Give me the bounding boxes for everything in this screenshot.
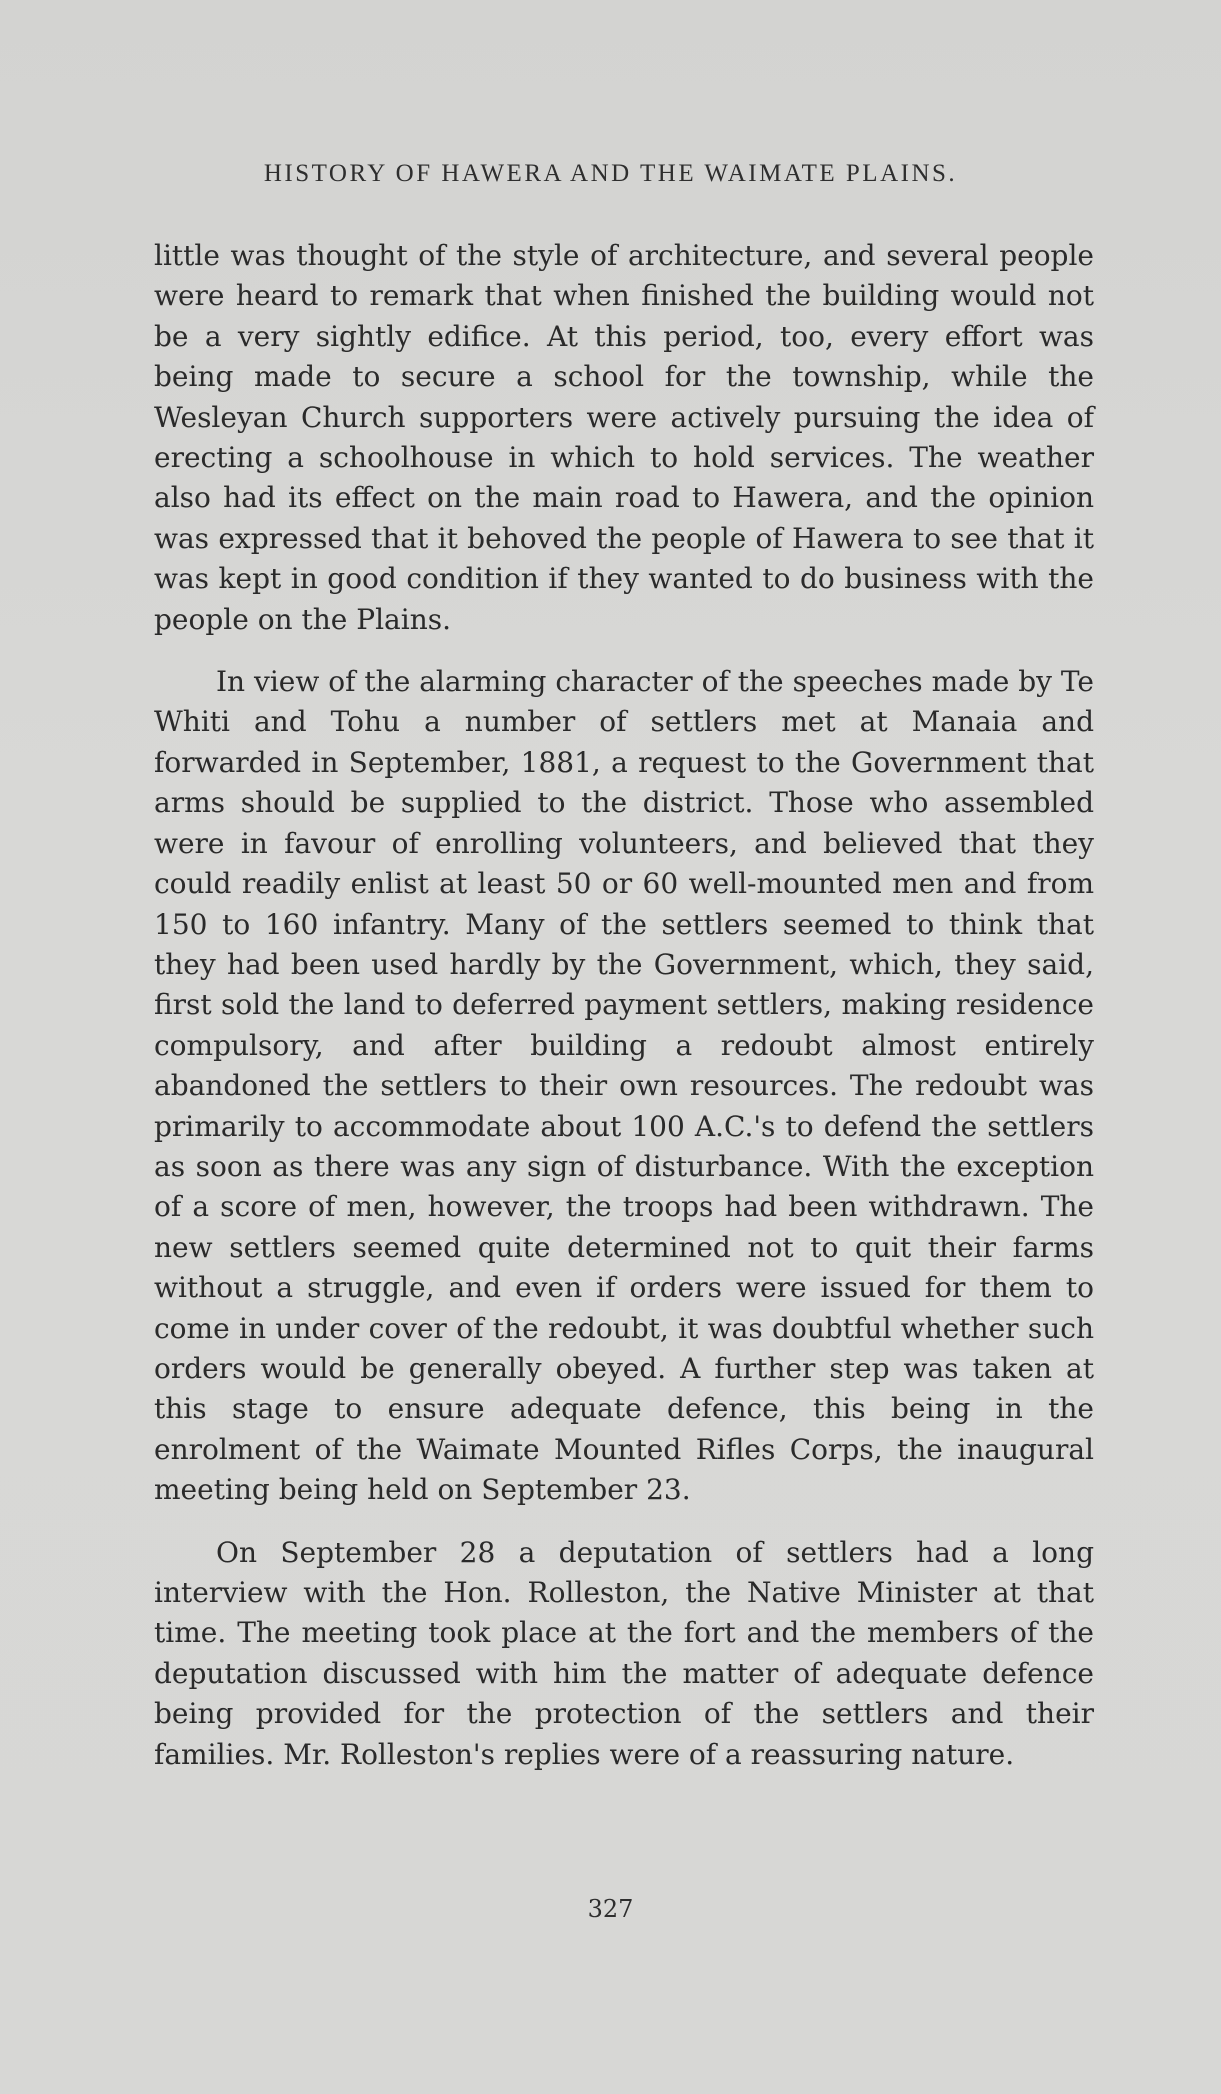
paragraph-deputation-rolleston: On September 28 a deputation of settlers had a long interview with the Hon. Rolleston, the Native Minister at that time. The meeting took place at the fort and the members of the deputation discussed with him the matter of adequate defence being provided for the protection of the settlers and their families. Mr. Rolleston's replies were of a reassuring nature. [154, 1535, 1094, 1771]
page-body [154, 236, 1094, 1797]
paragraph-settlers-arms-request: In view of the alarming character of the speeches made by Te Whiti and Tohu a number of settlers met at Manaia and forwarded in September, 1881, a request to the Government that arms should be supplied to the district. Those who assembled were in favour of enrolling volunteers, and believed that they could readily enlist at least 50 or 60 well-mounted men and from 150 to 160 infantry. Many of the settlers seemed to think that they had been used hardly by the Government, which, they said, first sold the land to deferred payment settlers, making residence compulsory, and after building a redoubt almost entirely abandoned the settlers to their own resources. The redoubt was primarily to accommodate about 100 A.C.'s to defend the settlers as soon as there was any sign of disturbance. With the exception of a score of men, however, the troops had been withdrawn. The new settlers seemed quite determined not to quit their farms without a struggle, and even if orders were issued for them to come in under cover of the redoubt, it was doubtful whether such orders would be generally obeyed. A further step was taken at this stage to ensure adequate defence, this being in the enrolment of the Waimate Mounted Rifles Corps, the inaugural meeting being held on September 23. [154, 665, 1094, 1507]
running-head-title: HISTORY OF HAWERA AND THE WAIMATE PLAINS. [263, 160, 958, 187]
page-number: 327 [587, 1895, 634, 1923]
paragraph-continuation: little was thought of the style of architecture, and several people were heard to remark that when finished the building would not be a very sightly edifice. At this period, too, every effort was being made to secure a school for the township, while the Wesleyan Church supporters were actively pursuing the idea of erecting a schoolhouse in which to hold services. The weather also had its effect on the main road to Hawera, and the opinion was expressed that it behoved the people of Hawera to see that it was kept in good condition if they wanted to do business with the people on the Plains. [154, 239, 1094, 636]
